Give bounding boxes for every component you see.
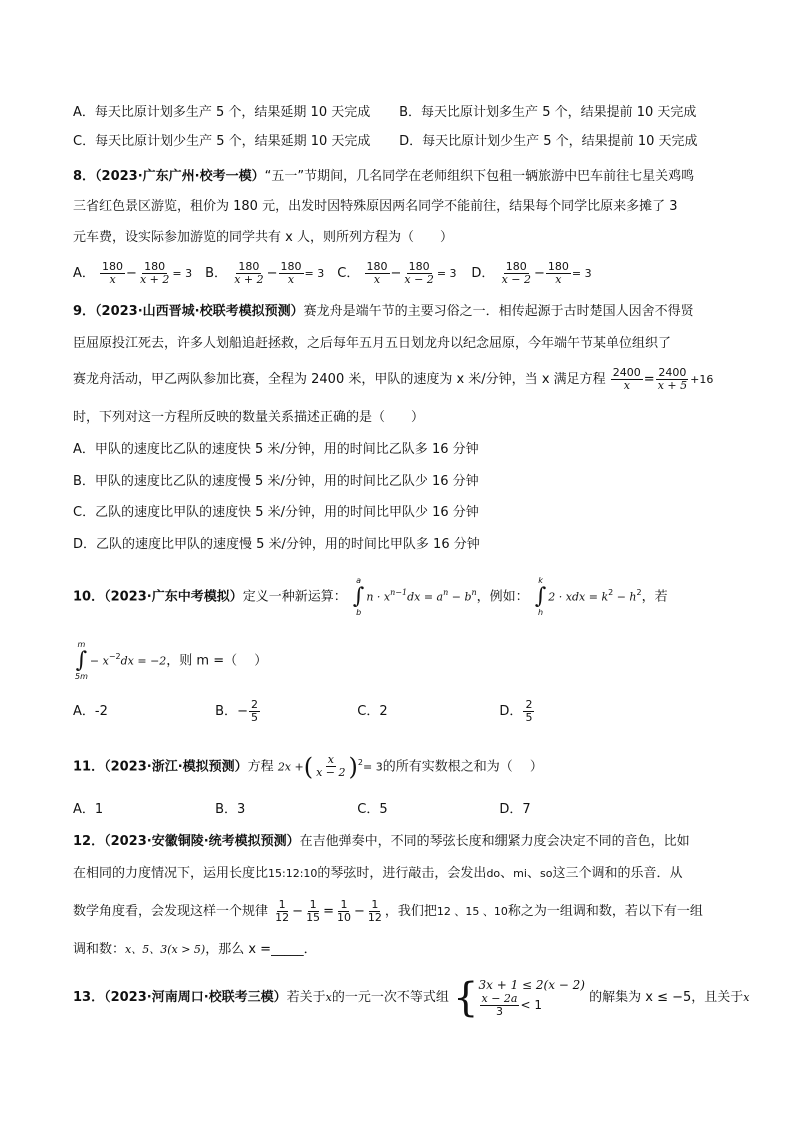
q9-stem-line-3: 赛龙舟活动，甲乙两队参加比赛，全程为 2400 米，甲队的速度为 x 米/分钟，当 x 满足方程 $\frac{2400}{x}$ = $\frac{2400}{x + 5}$ +16	[73, 366, 714, 392]
q8-stem-1: “五一”节期间，几名同学在老师组织下包租一辆旅游中巴车前往七星关鸡鸣	[264, 169, 695, 184]
q10-stem-line-1: 10．（2023·广东中考模拟）定义一种新运算： a ∫ b $n \cdot x^{n-1}dx = a^n - b^n$，例如： k ∫ h 2 · xdx = $k^2 - h^2$，若	[73, 575, 668, 617]
q8-stem-3: 元车费，设实际参加游览的同学共有 x 人，则所列方程为（ ）	[73, 230, 453, 245]
q8-option-b[interactable]: B． $\frac{180}{x + 2}$ − $\frac{180}{x}$ = 3	[205, 260, 325, 286]
q9-option-d[interactable]: D．乙队的速度比甲队的速度慢 5 米/分钟，用的时间比甲队多 16 分钟	[73, 537, 480, 552]
q7-option-b[interactable]: B．每天比原计划多生产 5 个，结果提前 10 天完成	[399, 105, 697, 120]
q10-option-d[interactable]: D． $\frac{2}{5}$	[499, 698, 533, 724]
q7-option-d[interactable]: D．每天比原计划少生产 5 个，结果提前 10 天完成	[399, 134, 698, 149]
q13-stem: 13．（2023·河南周口·校联考三模）若关于x的一元一次不等式组 { 3x + 1 ≤ 2(x − 2) $\frac{x - 2a}{3}$ < 1 的解集为 x ≤ −5，且关于x	[73, 974, 750, 1021]
q9-frac-2: $\frac{2400}{x + 5}$	[657, 366, 688, 392]
q7-options-row-2	[73, 132, 734, 154]
q8-option-c-label: C．	[337, 266, 360, 281]
q9-stem-line-1	[73, 302, 734, 324]
q12-frac-4: $\frac{1}{12}$	[367, 898, 382, 924]
q8-stem-2: 三省红色景区游览，租价为 180 元，出发时因特殊原因两名同学不能前往，结果每个同学比原来多摊了 3	[73, 199, 678, 214]
q11-frac: $\frac{x}{x - 2}$	[316, 753, 346, 780]
q8-option-d-label: D．	[471, 266, 495, 281]
q12-stem-line-3: 数学角度看，会发现这样一个规律 $\frac{1}{12}$ − $\frac{1}{15}$ = $\frac{1}{10}$ − $\frac{1}{12}$ ，我们把12 、15 、10称之为一组调和数，若以下有一组	[73, 898, 703, 924]
q10-option-b[interactable]: B．− $\frac{2}{5}$	[215, 698, 258, 724]
q8-options-row	[73, 258, 734, 290]
q8-b-frac-2: $\frac{180}{x}$	[280, 260, 302, 286]
q11-option-a[interactable]: A．1	[73, 802, 104, 817]
q7-option-c[interactable]: C．每天比原计划少生产 5 个，结果延期 10 天完成	[73, 134, 371, 149]
q12-frac-1: $\frac{1}{12}$	[275, 898, 290, 924]
q8-option-a[interactable]: A． $\frac{180}{x}$ − $\frac{180}{x + 2}$ = 3	[73, 260, 193, 286]
q11-source: （2023·浙江·模拟预测）	[104, 759, 248, 775]
q10-integral-3: m ∫ 5m	[75, 639, 88, 681]
q9-option-a[interactable]: A．甲队的速度比乙队的速度快 5 米/分钟，用的时间比乙队多 16 分钟	[73, 442, 479, 457]
q11-stem: 11．（2023·浙江·模拟预测）方程 2x +( $\frac{x}{x - 2}$ )$^2$= 3的所有实数根之和为（ ）	[73, 752, 543, 781]
q9-stem-1: 赛龙舟是端午节的主要习俗之一．相传起源于古时楚国人因舍不得贤	[303, 304, 694, 319]
q11-option-c[interactable]: C．5	[357, 802, 388, 817]
q9-stem-line-4	[73, 408, 734, 430]
q8-option-c[interactable]: C． $\frac{180}{x}$ − $\frac{180}{x - 2}$ = 3	[337, 260, 457, 286]
q9-number: 9．	[73, 304, 96, 319]
q8-c-frac-1: $\frac{180}{x}$	[366, 260, 388, 286]
q8-number: 8．	[73, 169, 96, 184]
q12-stem-line-2: 在相同的力度情况下，运用长度比15:12:10的琴弦时，进行敲击，会发出do、mi、so这三个调和的乐音．从	[73, 866, 683, 881]
q10-source: （2023·广东中考模拟）	[104, 589, 243, 605]
q8-option-a-label: A．	[73, 266, 95, 281]
q12-stem-line-4: 调和数：x、5、3(x > 5)，那么 x =_____．	[73, 942, 317, 957]
q11-options-row	[73, 800, 734, 822]
q9-stem-4: 时，下列对这一方程所反映的数量关系描述正确的是（ ）	[73, 410, 425, 425]
q10-option-c[interactable]: C．2	[357, 704, 388, 719]
q10-number: 10．	[73, 589, 105, 605]
q9-option-c[interactable]: C．乙队的速度比甲队的速度快 5 米/分钟，用的时间比甲队少 16 分钟	[73, 505, 479, 520]
q8-stem-line-2	[73, 197, 734, 219]
q9-option-b[interactable]: B．甲队的速度比乙队的速度慢 5 米/分钟，用的时间比乙队少 16 分钟	[73, 474, 479, 489]
q12-frac-2: $\frac{1}{15}$	[306, 898, 321, 924]
q11-stem-1: 方程	[247, 759, 274, 775]
q7-options-row-1	[73, 103, 734, 125]
q8-stem-line-3	[73, 228, 734, 250]
q8-option-d[interactable]: D． $\frac{180}{x - 2}$ − $\frac{180}{x}$ = 3	[471, 260, 592, 286]
q8-a-frac-2: $\frac{180}{x + 2}$	[139, 260, 170, 286]
q10-options-row	[73, 696, 734, 728]
q8-option-b-label: B．	[205, 266, 228, 281]
q10-option-a[interactable]: A．-2	[73, 704, 108, 719]
q13-inequality-system: 3x + 1 ≤ 2(x − 2) $\frac{x - 2a}{3}$ < 1	[478, 978, 585, 1018]
q12-number: 12．	[73, 834, 105, 849]
q10-d-frac: $\frac{2}{5}$	[525, 698, 533, 724]
q11-option-b[interactable]: B．3	[215, 802, 246, 817]
q8-d-frac-1: $\frac{180}{x - 2}$	[501, 260, 531, 286]
q10-stem-line-2: m ∫ 5m − $x^{-2}dx = -2$，则 m =（ ）	[75, 639, 268, 681]
q9-stem-line-2	[73, 334, 734, 356]
q10-b-frac: $\frac{2}{5}$	[250, 698, 258, 724]
q7-option-a[interactable]: A．每天比原计划多生产 5 个，结果延期 10 天完成	[73, 105, 371, 120]
q8-b-frac-1: $\frac{180}{x + 2}$	[234, 260, 264, 286]
q12-answer-blank[interactable]: _____	[271, 942, 304, 957]
q8-d-frac-2: $\frac{180}{x}$	[547, 260, 569, 286]
q8-stem-line-1	[73, 167, 734, 189]
q12-ratio: 15:12:10	[268, 867, 318, 880]
q11-option-d[interactable]: D．7	[499, 802, 531, 817]
q10-stem-1: 定义一种新运算：	[242, 589, 347, 605]
q9-stem-2: 臣屈原投江死去，许多人划船追赶拯救，之后每年五月五日划龙舟以纪念屈原，今年端午节某单位组织了	[73, 336, 672, 351]
q13-source: （2023·河南周口·校联考三模）	[104, 990, 287, 1005]
q12-stem-1: 在吉他弹奏中，不同的琴弦长度和绷紧力度会决定不同的音色，比如	[299, 834, 690, 849]
q9-frac-1: $\frac{2400}{x}$	[612, 366, 641, 392]
q12-source: （2023·安徽铜陵·统考模拟预测）	[104, 834, 300, 849]
q9-stem-3a: 赛龙舟活动，甲乙两队参加比赛，全程为 2400 米，甲队的速度为 x 米/分钟，当 x 满足方程	[73, 372, 606, 387]
q13-system-brace: {	[453, 974, 479, 1021]
q12-frac-3: $\frac{1}{10}$	[336, 898, 351, 924]
q9-source: （2023·山西晋城·校联考模拟预测）	[95, 304, 304, 319]
q10-integral-1: a ∫ b	[352, 575, 365, 617]
q12-stem-line-1	[73, 832, 734, 854]
q13-number: 13．	[73, 990, 105, 1005]
q8-c-frac-2: $\frac{180}{x - 2}$	[404, 260, 434, 286]
q10-integral-2: k ∫ h	[534, 575, 547, 617]
q8-source: （2023·广东广州·校考一模）	[95, 169, 265, 184]
q11-number: 11．	[73, 759, 105, 775]
q8-a-frac-1: $\frac{180}{x}$	[102, 260, 124, 286]
